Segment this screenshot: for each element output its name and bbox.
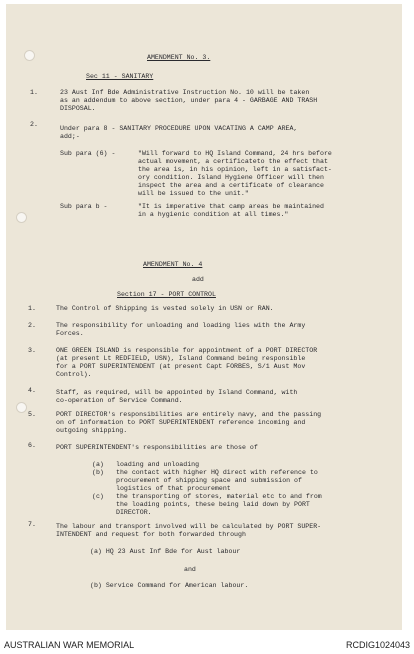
punch-hole	[24, 50, 35, 61]
punch-hole	[16, 212, 27, 223]
paragraph-line: The Control of Shipping is vested solely in USN or RAN.	[56, 305, 274, 312]
paragraph-line: The labour and transport involved will be calculated by PORT SUPER-	[56, 523, 322, 530]
sub-para-label: Sub para (6) -	[60, 150, 116, 157]
paragraph-line: DIRECTOR.	[116, 509, 152, 516]
paragraph-line: 23 Aust Inf Bde Administrative Instruction No. 10 will be taken	[60, 89, 310, 96]
item-number: 7.	[28, 521, 36, 528]
item-number: 4.	[28, 387, 36, 394]
record-id: RCDIG1024043	[345, 640, 410, 650]
paragraph-line: DISPOSAL.	[60, 105, 96, 112]
paragraph-line: as an addendum to above section, under para 4 - GARBAGE AND TRASH	[60, 97, 318, 104]
paragraph-line: ory condition. Island Hygiene Officer will then	[138, 174, 324, 181]
sub-item-label: (a)	[92, 461, 104, 468]
paragraph-line: procurement of shipping space and submission of	[116, 477, 302, 484]
paragraph-line: the transporting of stores, material etc to and from	[116, 493, 322, 500]
item-number: 6.	[28, 442, 36, 449]
item-number: 3.	[28, 347, 36, 354]
paragraph-line: the contact with higher HQ direct with reference to	[116, 469, 318, 476]
section-17-heading: Section 17 - PORT CONTROL	[117, 291, 216, 298]
paragraph-line: in a hygienic condition at all times."	[138, 211, 289, 218]
paragraph-line: The responsibility for unloading and loading lies with the Army	[56, 322, 306, 329]
paragraph-line: (b) Service Command for American labour.	[90, 582, 249, 589]
archive-footer	[0, 634, 414, 654]
item-number: 5.	[28, 411, 36, 418]
paragraph-line: "It is imperative that camp areas be maintained	[138, 203, 324, 210]
paragraph-line: (a) HQ 23 Aust Inf Bde for Aust labour	[90, 548, 241, 555]
archive-name: AUSTRALIAN WAR MEMORIAL	[4, 640, 135, 650]
punch-hole	[16, 402, 27, 413]
paragraph-line: Control).	[56, 371, 92, 378]
item-number: 2.	[28, 322, 36, 329]
and-label: and	[184, 566, 196, 573]
paragraph-line: PORT SUPERINTENDENT's responsibilities are those of	[56, 444, 258, 451]
paragraph-line: inspect the area and a certificate of clearance	[138, 182, 324, 189]
paragraph-line: logistics of that procurement	[116, 485, 231, 492]
paragraph-line: "Will forward to HQ Island Command, 24 hrs before	[138, 150, 332, 157]
paragraph-line: add;-	[60, 133, 80, 140]
sub-item-label: (c)	[92, 493, 104, 500]
paragraph-line: Under para 8 - SANITARY PROCEDURE UPON VACATING A CAMP AREA,	[60, 125, 298, 132]
paragraph-line: co-operation of Service Command.	[56, 397, 183, 404]
paragraph-line: the loading points, these being laid down by PORT	[116, 501, 310, 508]
item-number: 2.	[30, 121, 38, 128]
sub-item-label: (b)	[92, 469, 104, 476]
paragraph-line: INTENDENT and request for both forwarded through	[56, 531, 246, 538]
paragraph-line: outgoing shipping.	[56, 427, 128, 434]
add-label: add	[192, 276, 204, 283]
paragraph-line: Forces.	[56, 330, 84, 337]
item-number: 1.	[28, 305, 36, 312]
paragraph-line: loading and unloading	[116, 461, 200, 468]
paragraph-line: the area is, in his opinion, left in a satisfact-	[138, 166, 332, 173]
section-11-heading: Sec 11 - SANITARY	[86, 73, 154, 80]
paragraph-line: PORT DIRECTOR's responsibilities are entirely navy, and the passing	[56, 411, 322, 418]
paragraph-line: (at present Lt REDFIELD, USN), Island Command being responsible	[56, 355, 306, 362]
paragraph-line: on of information to PORT SUPERINTENDENT reference incoming and	[56, 419, 306, 426]
paragraph-line: ONE GREEN ISLAND is responsible for appointment of a PORT DIRECTOR	[56, 347, 318, 354]
paragraph-line: actual movement, a certificateto the effect that	[138, 158, 328, 165]
amendment-4-heading: AMENDMENT No. 4	[143, 261, 203, 268]
item-number: 1.	[30, 89, 38, 96]
paragraph-line: for a PORT SUPERINTENDENT (at present Capt FORBES, S/1 Aust Mov	[56, 363, 306, 370]
amendment-3-heading: AMENDMENT No. 3.	[147, 54, 211, 61]
sub-para-label: Sub para b -	[60, 203, 108, 210]
paragraph-line: Staff, as required, will be appointed by Island Command, with	[56, 389, 298, 396]
paragraph-line: will be issued to the unit."	[138, 190, 249, 197]
